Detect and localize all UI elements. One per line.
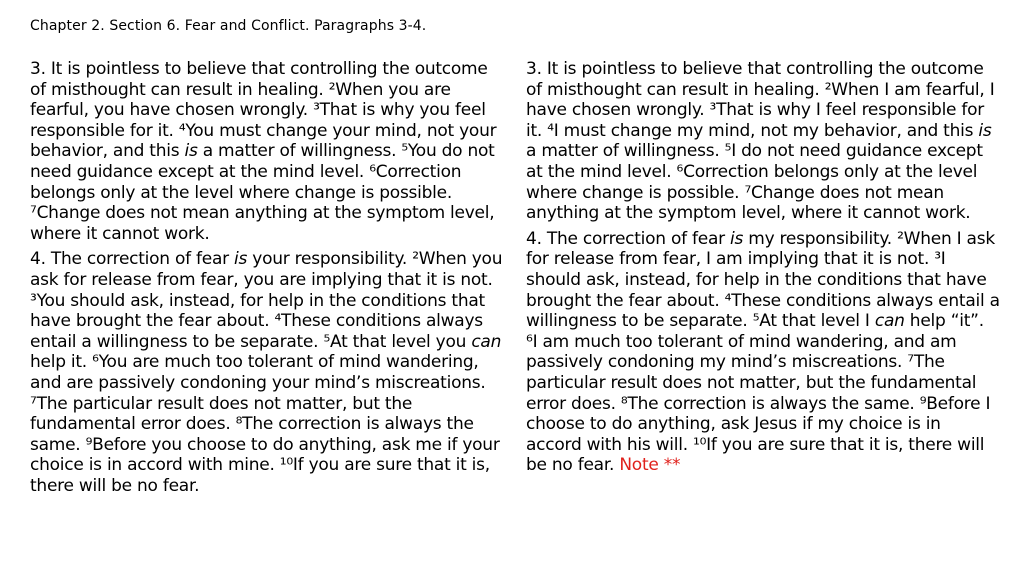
text-segment: your responsibility. ²When you ask for release from fear, you are implying that it is not. ³You should ask, instead, for help in the conditions that have brought the fear about. ⁴These conditions always entail a willingness to be separate. ⁵At that level you — [30, 249, 503, 352]
italic-emphasis: is — [978, 120, 992, 141]
italic-emphasis: can — [471, 331, 502, 352]
text-segment: 4. The correction of fear — [526, 228, 731, 249]
right-paragraph-4 — [526, 229, 1000, 476]
italic-emphasis: is — [184, 141, 198, 162]
text-segment: help “it”. ⁶I am much too tolerant of mind wandering, and am passively condoning my mind’s miscreations. ⁷The particular result does not matter, but the fundamental error does. ⁸The correction is always the same. ⁹Before I choose to do anything, ask Jesus if my choice is in accord with his will. ¹⁰If you are sure that it is, there will be no fear. — [526, 311, 991, 476]
italic-emphasis: can — [874, 311, 905, 332]
italic-emphasis: is — [234, 249, 248, 270]
left-column — [30, 59, 506, 501]
text-segment: a matter of willingness. ⁵I do not need guidance except at the mind level. ⁶Correction belongs only at the level where change is possible. ⁷Change does not mean anything at the symptom level, where it cannot work. — [526, 141, 983, 224]
left-paragraph-3 — [30, 59, 506, 244]
left-paragraph-4 — [30, 249, 506, 496]
right-paragraph-3 — [526, 59, 1000, 224]
italic-emphasis: is — [730, 228, 744, 249]
text-segment: my responsibility. ²When I ask for release from fear, I am implying that it is not. ³I should ask, instead, for help in the conditions that have brought the fear about. ⁴These conditions always entail a willingness to be separate. ⁵At that level I — [526, 228, 1000, 332]
text-segment: 3. It is pointless to believe that controlling the outcome of misthought can result in healing. ²When you are fearful, you have chosen wrongly. ³That is why you feel responsible for it. ⁴You must change your mind, not your behavior, and this — [30, 59, 497, 162]
text-segment: 3. It is pointless to believe that controlling the outcome of misthought can result in healing. ²When I am fearful, I have chosen wrongly. ³That is why I feel responsible for it. ⁴I must change my mind, not my behavior, and this — [526, 59, 995, 141]
page-title: Chapter 2. Section 6. Fear and Conflict. Paragraphs 3-4. — [30, 18, 427, 34]
note-link[interactable]: Note ** — [619, 455, 681, 476]
text-segment: a matter of willingness. ⁵You do not need guidance except at the mind level. ⁶Correction belongs only at the level where change is possible. ⁷Change does not mean anything at the symptom level, where it cannot work. — [30, 141, 495, 244]
text-segment: 4. The correction of fear — [30, 249, 235, 270]
text-segment: help it. ⁶You are much too tolerant of mind wandering, and are passively condoning your mind’s miscreations. ⁷The particular result does not matter, but the fundamental error does. ⁸The correction is always the same. ⁹Before you choose to do anything, ask me if your choice is in accord with mine. ¹⁰If you are sure that it is, there will be no fear. — [30, 352, 500, 496]
right-column — [526, 59, 1000, 481]
